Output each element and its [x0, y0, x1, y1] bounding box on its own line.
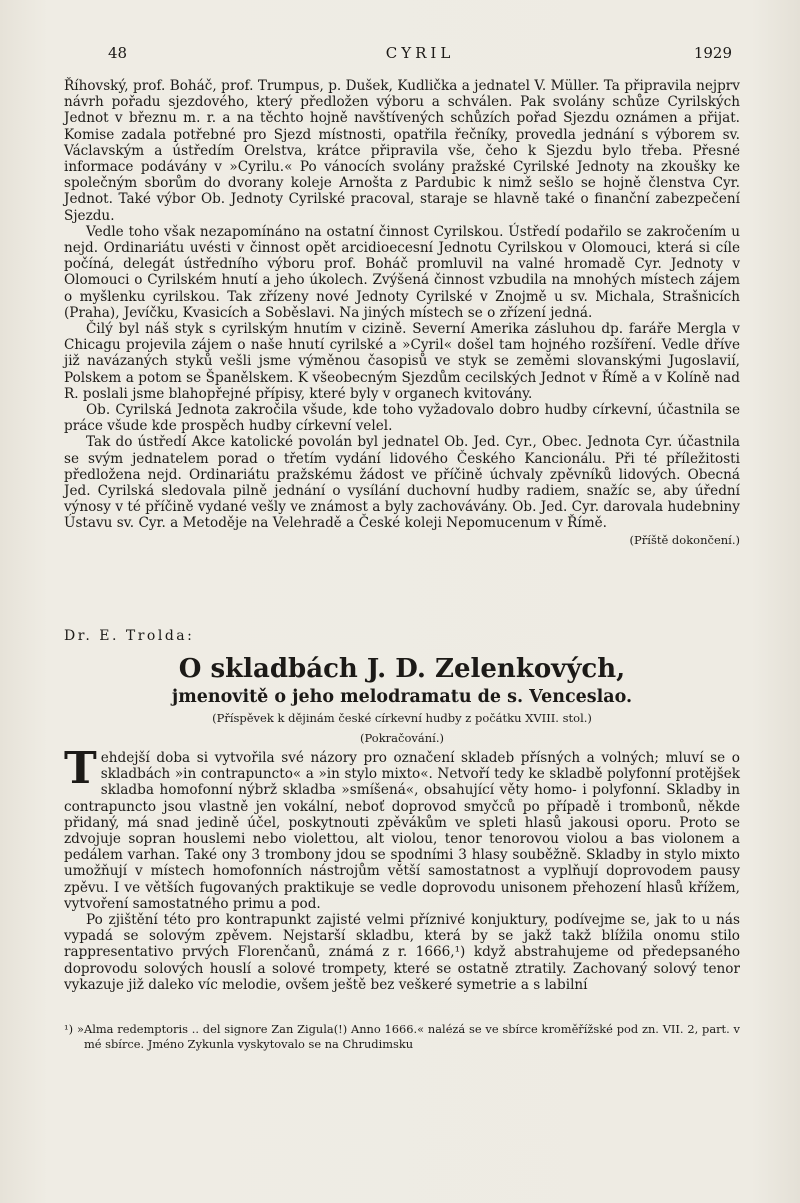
report-paragraph-4: Ob. Cyrilská Jednota zakročila všude, kde toho vyžadovalo dobro hudby církevní, účastnila se práce všude kde prospěch hudby církevní velel. — [64, 402, 740, 435]
article-paragraph-2: Po zjištění této pro kontrapunkt zajisté velmi příznivé konjuktury, podívejme se, jak to u nás vypadá se solovým zpěvem. Nejstarší skladbu, která by se jakž takž blížila onomu stilo rappresentativo prvých Florenčanů, známá z r. 1666,¹) když abstrahujeme od předepsaného doprovodu solových houslí a solové trompety, které se ostatně ztratily. Zachovaný solový tenor vykazuje již daleko víc melodie, ovšem ještě bez veškeré symetrie a s labilní — [64, 912, 740, 993]
report-paragraph-5: Tak do ústředí Akce katolické povolán byl jednatel Ob. Jed. Cyr., Obec. Jednota Cyr. účastnila se svým jednatelem porad o třetím vydání lidového Českého Kancionálu. Při té příležitosti předložena nejd. Ordinariátu pražskému žádost ve příčině úchvaly zpěvníků lidových. Obecná Jed. Cyrilská sledovala pilně jednání o vysílání duchovní hudby radiem, snažíc se, aby úřední výnosy v té příčině vydané vešly ve známost a byly zachovávány. Ob. Jed. Cyr. darovala hudebniny Ústavu sv. Cyr. a Metoděje na Velehradě a České koleji Nepomucenum v Římě. — [64, 434, 740, 532]
article-paragraph-1 — [64, 743, 740, 912]
continuation-note: (Příště dokončení.) — [629, 532, 740, 547]
article-author — [64, 628, 194, 644]
author-name: Trolda: — [125, 628, 195, 644]
report-text — [64, 78, 740, 548]
year: 1929 — [693, 44, 732, 62]
contribution-note: (Příspěvek k dějinám české církevní hudby z počátku XVIII. stol.) — [212, 711, 592, 725]
journal-title: CYRIL — [385, 44, 455, 62]
continued-note: (Pokračování.) — [360, 731, 444, 745]
footnote-marker: ¹) — [64, 1022, 74, 1036]
page-number: 48 — [108, 44, 128, 62]
drop-cap: T — [64, 743, 97, 794]
running-header — [108, 44, 732, 68]
footnote-text: »Alma redemptoris .. del signore Zan Zigula(!) Anno 1666.« nalézá se ve sbírce kroměřížské pod zn. VII. 2, part. v mé sbírce. Jméno Zykunla vyskytovalo se na Chrudimsku — [77, 1022, 740, 1051]
author-prefix: Dr. E. — [64, 628, 126, 644]
article-text — [64, 743, 740, 993]
article-title: O skladbách J. D. Zelenkových, — [178, 654, 626, 684]
article-paragraph-1-text: ehdejší doba si vytvořila své názory pro označení skladeb přísných a volných; mluví se o skladbách »in contrapuncto« a »in stylo mixto«. Netvoří tedy ke skladbě polyfonní protějšek skladba homofonní nýbrž skladba »smíšená«, obsahující věty homo- i polyfonní. Skladby in contrapuncto jsou vlastně jen vokální, neboť doprovod smyčců po případě i trombonů, někde přidaný, má snad jedině účel, poskytnouti zpěvákům ve spleti hlasů jakousi oporu. Proto se zdvojuje sopran houslemi nebo violettou, alt violou, tenor tenorovou violou a bas violonem a pedálem varhan. Také ony 3 trombony jdou se spodními 3 hlasy souběžně. Skladby in stylo mixto umožňují v místech homofonních nástrojům větší samostatnost a vyplňují doprovodem pausy zpěvu. I ve větších fugovaných praktikuje se vedle doprovodu unisonem přehození hlasů křížem, vytvoření samostatného primu a pod. — [64, 750, 740, 912]
footnote — [64, 1022, 740, 1052]
article-subtitle: jmenovitě o jeho melodramatu de s. Venceslao. — [171, 687, 633, 707]
report-paragraph-3: Čilý byl náš styk s cyrilským hnutím v cizině. Severní Amerika zásluhou dp. faráře Mergla v Chicagu projevila zájem o naše hnutí cyrilské a »Cyril« došel tam hojného rozšíření. Vedle dříve již navázaných styků vešli jsme výměnou časopisů ve styk se zeměmi slovanskými Jugoslavií, Polskem a potom se Španělskem. K všeobecným Sjezdům cecilských Jednot v Římě a v Kolíně nad R. poslali jsme blahopřejné přípisy, které byly v organech kvitovány. — [64, 321, 740, 402]
report-paragraph-1: Říhovský, prof. Boháč, prof. Trumpus, p. Dušek, Kudlička a jednatel V. Müller. Ta připravila nejprv návrh pořadu sjezdového, který předložen výboru a schválen. Pak svolány schůze Cyrilských Jednot v březnu m. r. a na těchto hojně navštívených schůzích pořad Sjezdu oznámen a přijat. Komise zadala potřebné pro Sjezd místnosti, opatřila řečníky, provedla jednání s výborem sv. Václavským a ústředím Orelstva, krátce připravila vše, čeho k Sjezdu bylo třeba. Přesné informace podávány v »Cyrilu.« Po vánocích svolány pražské Cyrilské Jednoty na zkoušky ke společným sborům do dvorany koleje Arnošta z Pardubic k nimž sešlo se hojně členstva Cyr. Jednot. Také výbor Ob. Jednoty Cyrilské pracoval, staraje se hlavně také o finanční zabezpečení Sjezdu. — [64, 78, 740, 224]
report-paragraph-2: Vedle toho však nezapomínáno na ostatní činnost Cyrilskou. Ústředí podařilo se zakročením u nejd. Ordinariátu uvésti v činnost opět arcidioecesní Jednotu Cyrilskou v Olomouci, která si cíle počíná, delegát ústředního výboru prof. Boháč promluvil na valné hromadě Cyr. Jednoty v Olomouci o Cyrilském hnutí a jeho úkolech. Zvýšená činnost vzbudila na mnohých místech zájem o myšlenku cyrilskou. Tak zřízeny nové Jednoty Cyrilské v Znojmě u sv. Michala, Strašnicích (Praha), Jevíčku, Kvasicích a Soběslavi. Na jiných místech se o zřízení jedná. — [64, 223, 740, 321]
